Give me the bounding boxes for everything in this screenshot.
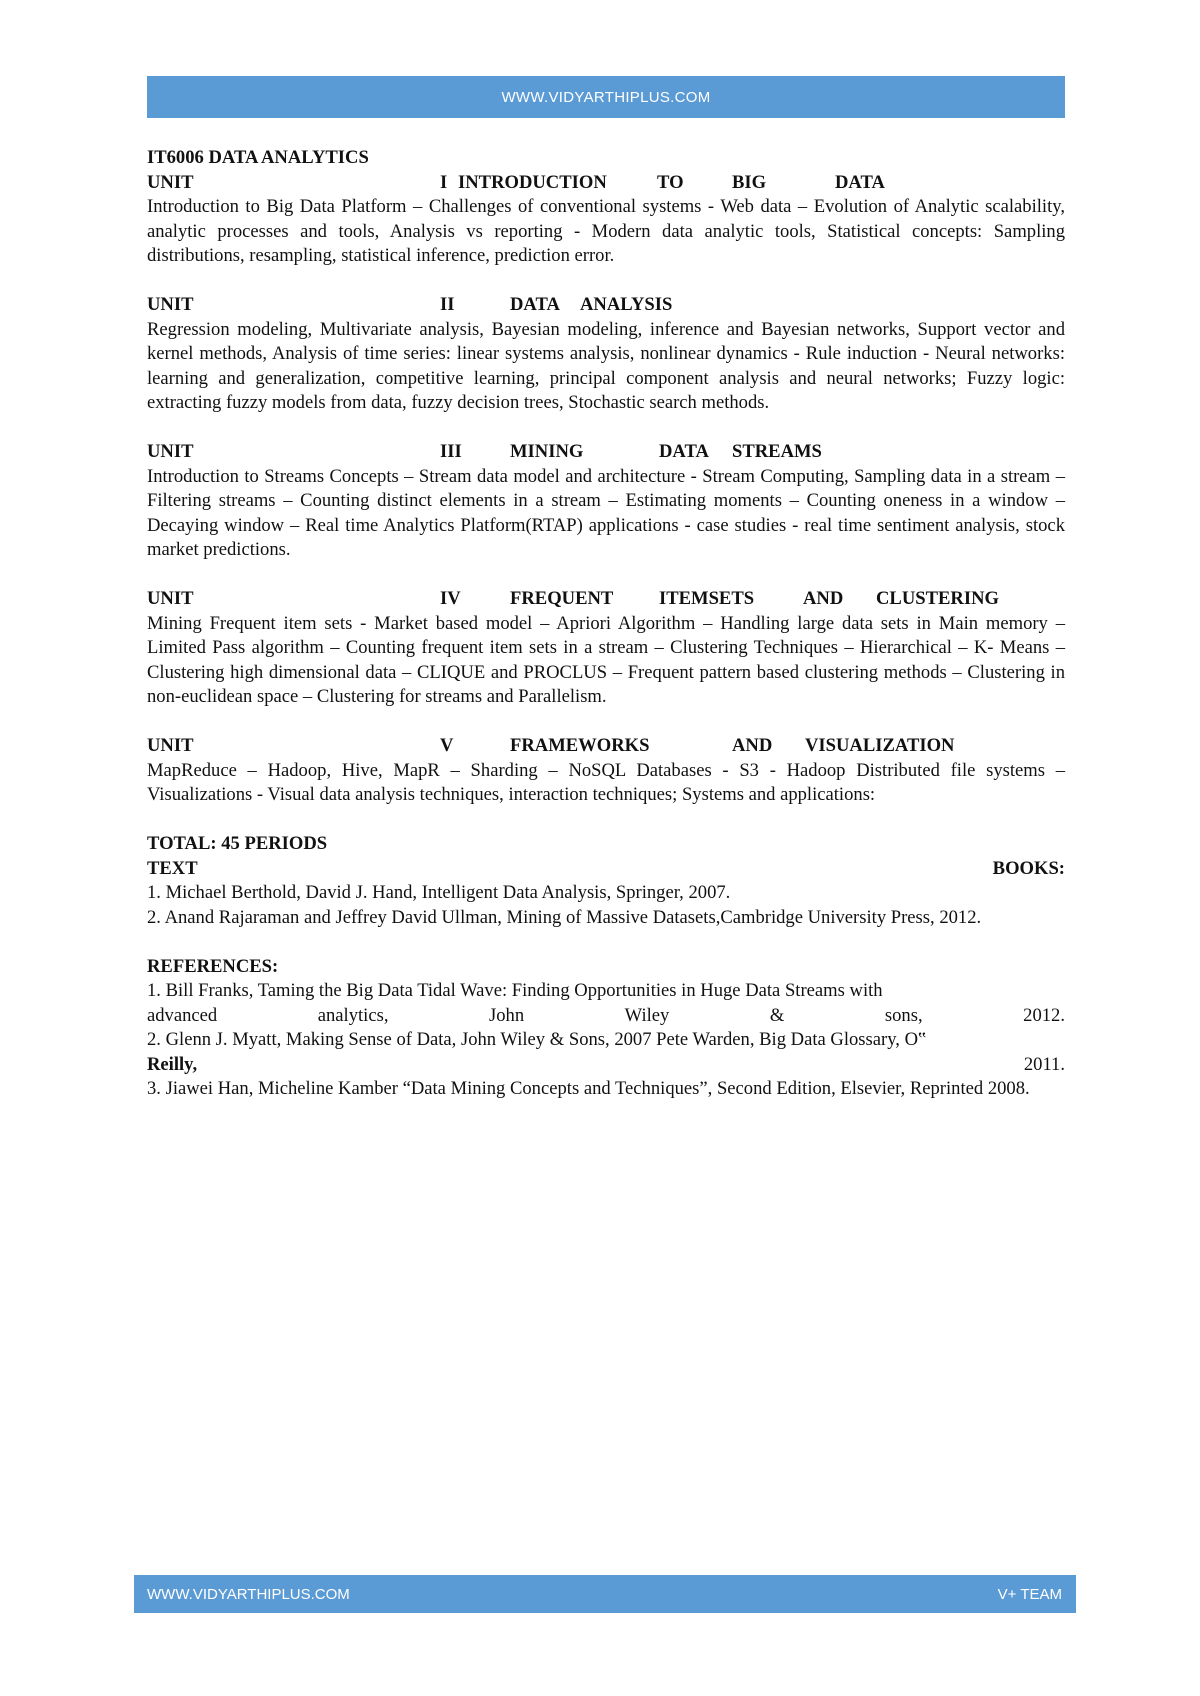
course-title: IT6006 DATA ANALYTICS: [147, 147, 369, 168]
reference-item: 2. Glenn J. Myatt, Making Sense of Data, John Wiley & Sons, 2007 Pete Warden, Big Data Glossary, O‟: [147, 1029, 927, 1050]
reference-item: 1. Bill Franks, Taming the Big Data Tidal Wave: Finding Opportunities in Huge Data Streams with: [147, 980, 883, 1001]
reference-word: 2012.: [1023, 1004, 1065, 1026]
total-periods: TOTAL: 45 PERIODS: [147, 833, 328, 854]
unit-heading-4: [147, 587, 1065, 612]
unit-number: III: [440, 441, 462, 462]
unit-title-word: VISUALIZATION: [805, 735, 955, 756]
unit-heading-3: [147, 440, 1065, 465]
unit-title-word: CLUSTERING: [876, 588, 999, 609]
unit-label: UNIT: [147, 171, 194, 193]
unit-number: V: [440, 735, 454, 756]
reference-word: 2011.: [1023, 1053, 1065, 1075]
footer-site-text: WWW.VIDYARTHIPLUS.COM: [147, 1585, 350, 1603]
text-books-left: TEXT: [147, 857, 198, 879]
unit-title-word: ITEMSETS: [659, 588, 755, 609]
syllabus-content: [147, 146, 1065, 1102]
unit-title-word: DATA: [659, 441, 709, 462]
unit-description-2: Regression modeling, Multivariate analysis, Bayesian modeling, inference and Bayesian networks, Support vector and kernel methods, Analysis of time series: linear systems analysis, nonlinear dynamics - Rule induction - Neural networks: learning and generalization, competitive learning, principal component analysis and neural networks; Fuzzy logic: extracting fuzzy models from data, fuzzy decision trees, Stochastic search methods.: [147, 318, 1065, 413]
reference-word: Wiley: [624, 1004, 670, 1026]
reference-word: Reilly,: [147, 1053, 198, 1075]
unit-label: UNIT: [147, 294, 194, 315]
unit-title-word: AND: [803, 588, 844, 609]
footer-team-text: V+ TEAM: [997, 1585, 1062, 1603]
text-book-item: 1. Michael Berthold, David J. Hand, Intelligent Data Analysis, Springer, 2007.: [147, 882, 731, 903]
unit-title-word: STREAMS: [732, 441, 822, 462]
reference-word: advanced: [147, 1004, 218, 1026]
footer-banner: [134, 1575, 1076, 1613]
header-site-text: WWW.VIDYARTHIPLUS.COM: [501, 88, 711, 106]
header-banner: [147, 76, 1065, 118]
unit-number: II: [440, 294, 455, 315]
text-books-heading: [147, 857, 1065, 882]
unit-heading-2: [147, 293, 1065, 318]
unit-title-word: AND: [732, 735, 773, 756]
reference-item-continuation: [147, 1004, 1065, 1029]
unit-title-word: BIG: [732, 171, 767, 193]
text-books-right: BOOKS:: [992, 857, 1065, 879]
unit-title-word: ANALYSIS: [580, 294, 673, 315]
unit-label: UNIT: [147, 588, 194, 609]
unit-title-word: FREQUENT: [510, 588, 614, 609]
unit-description-1: Introduction to Big Data Platform – Challenges of conventional systems - Web data – Evolution of Analytic scalability, analytic processes and tools, Analysis vs reporting - Modern data analytic tools, Statistical concepts: Sampling distributions, resampling, statistical inference, prediction error.: [147, 196, 1065, 266]
reference-word: analytics,: [317, 1004, 389, 1026]
unit-description-5: MapReduce – Hadoop, Hive, MapR – Sharding – NoSQL Databases - S3 - Hadoop Distributed file systems – Visualizations - Visual data analysis techniques, interaction techniques; Systems and applications:: [147, 759, 1065, 805]
unit-description-3: Introduction to Streams Concepts – Stream data model and architecture - Stream Computing, Sampling data in a stream – Filtering streams – Counting distinct elements in a stream – Estimating moments – Counting oneness in a window – Decaying window – Real time Analytics Platform(RTAP) applications - case studies - real time sentiment analysis, stock market predictions.: [147, 465, 1065, 560]
text-book-item: 2. Anand Rajaraman and Jeffrey David Ullman, Mining of Massive Datasets,Cambridge University Press, 2012.: [147, 906, 982, 928]
reference-word: John: [489, 1004, 525, 1026]
reference-item-continuation: [147, 1053, 1065, 1078]
unit-title-word: FRAMEWORKS: [510, 735, 650, 756]
unit-heading-1: [147, 171, 1065, 196]
reference-word: sons,: [884, 1004, 923, 1026]
unit-title-word: MINING: [510, 441, 584, 462]
unit-label: UNIT: [147, 735, 194, 756]
unit-title-word: DATA: [835, 171, 885, 193]
reference-word: &: [769, 1004, 785, 1026]
reference-item: 3. Jiawei Han, Micheline Kamber “Data Mining Concepts and Techniques”, Second Edition, Elsevier, Reprinted 2008.: [147, 1078, 1030, 1099]
unit-label: UNIT: [147, 441, 194, 462]
unit-title-word: DATA: [510, 294, 560, 315]
unit-title-word: INTRODUCTION: [458, 171, 607, 193]
references-heading: REFERENCES:: [147, 955, 279, 977]
unit-heading-5: [147, 734, 1065, 759]
unit-number: IV: [440, 588, 461, 609]
unit-number: I: [440, 171, 448, 193]
unit-title-word: TO: [657, 171, 684, 193]
unit-description-4: Mining Frequent item sets - Market based model – Apriori Algorithm – Handling large data sets in Main memory – Limited Pass algorithm – Counting frequent item sets in a stream – Clustering Techniques – Hierarchical – K- Means – Clustering high dimensional data – CLIQUE and PROCLUS – Frequent pattern based clustering methods – Clustering in non-euclidean space – Clustering for streams and Parallelism.: [147, 612, 1065, 707]
